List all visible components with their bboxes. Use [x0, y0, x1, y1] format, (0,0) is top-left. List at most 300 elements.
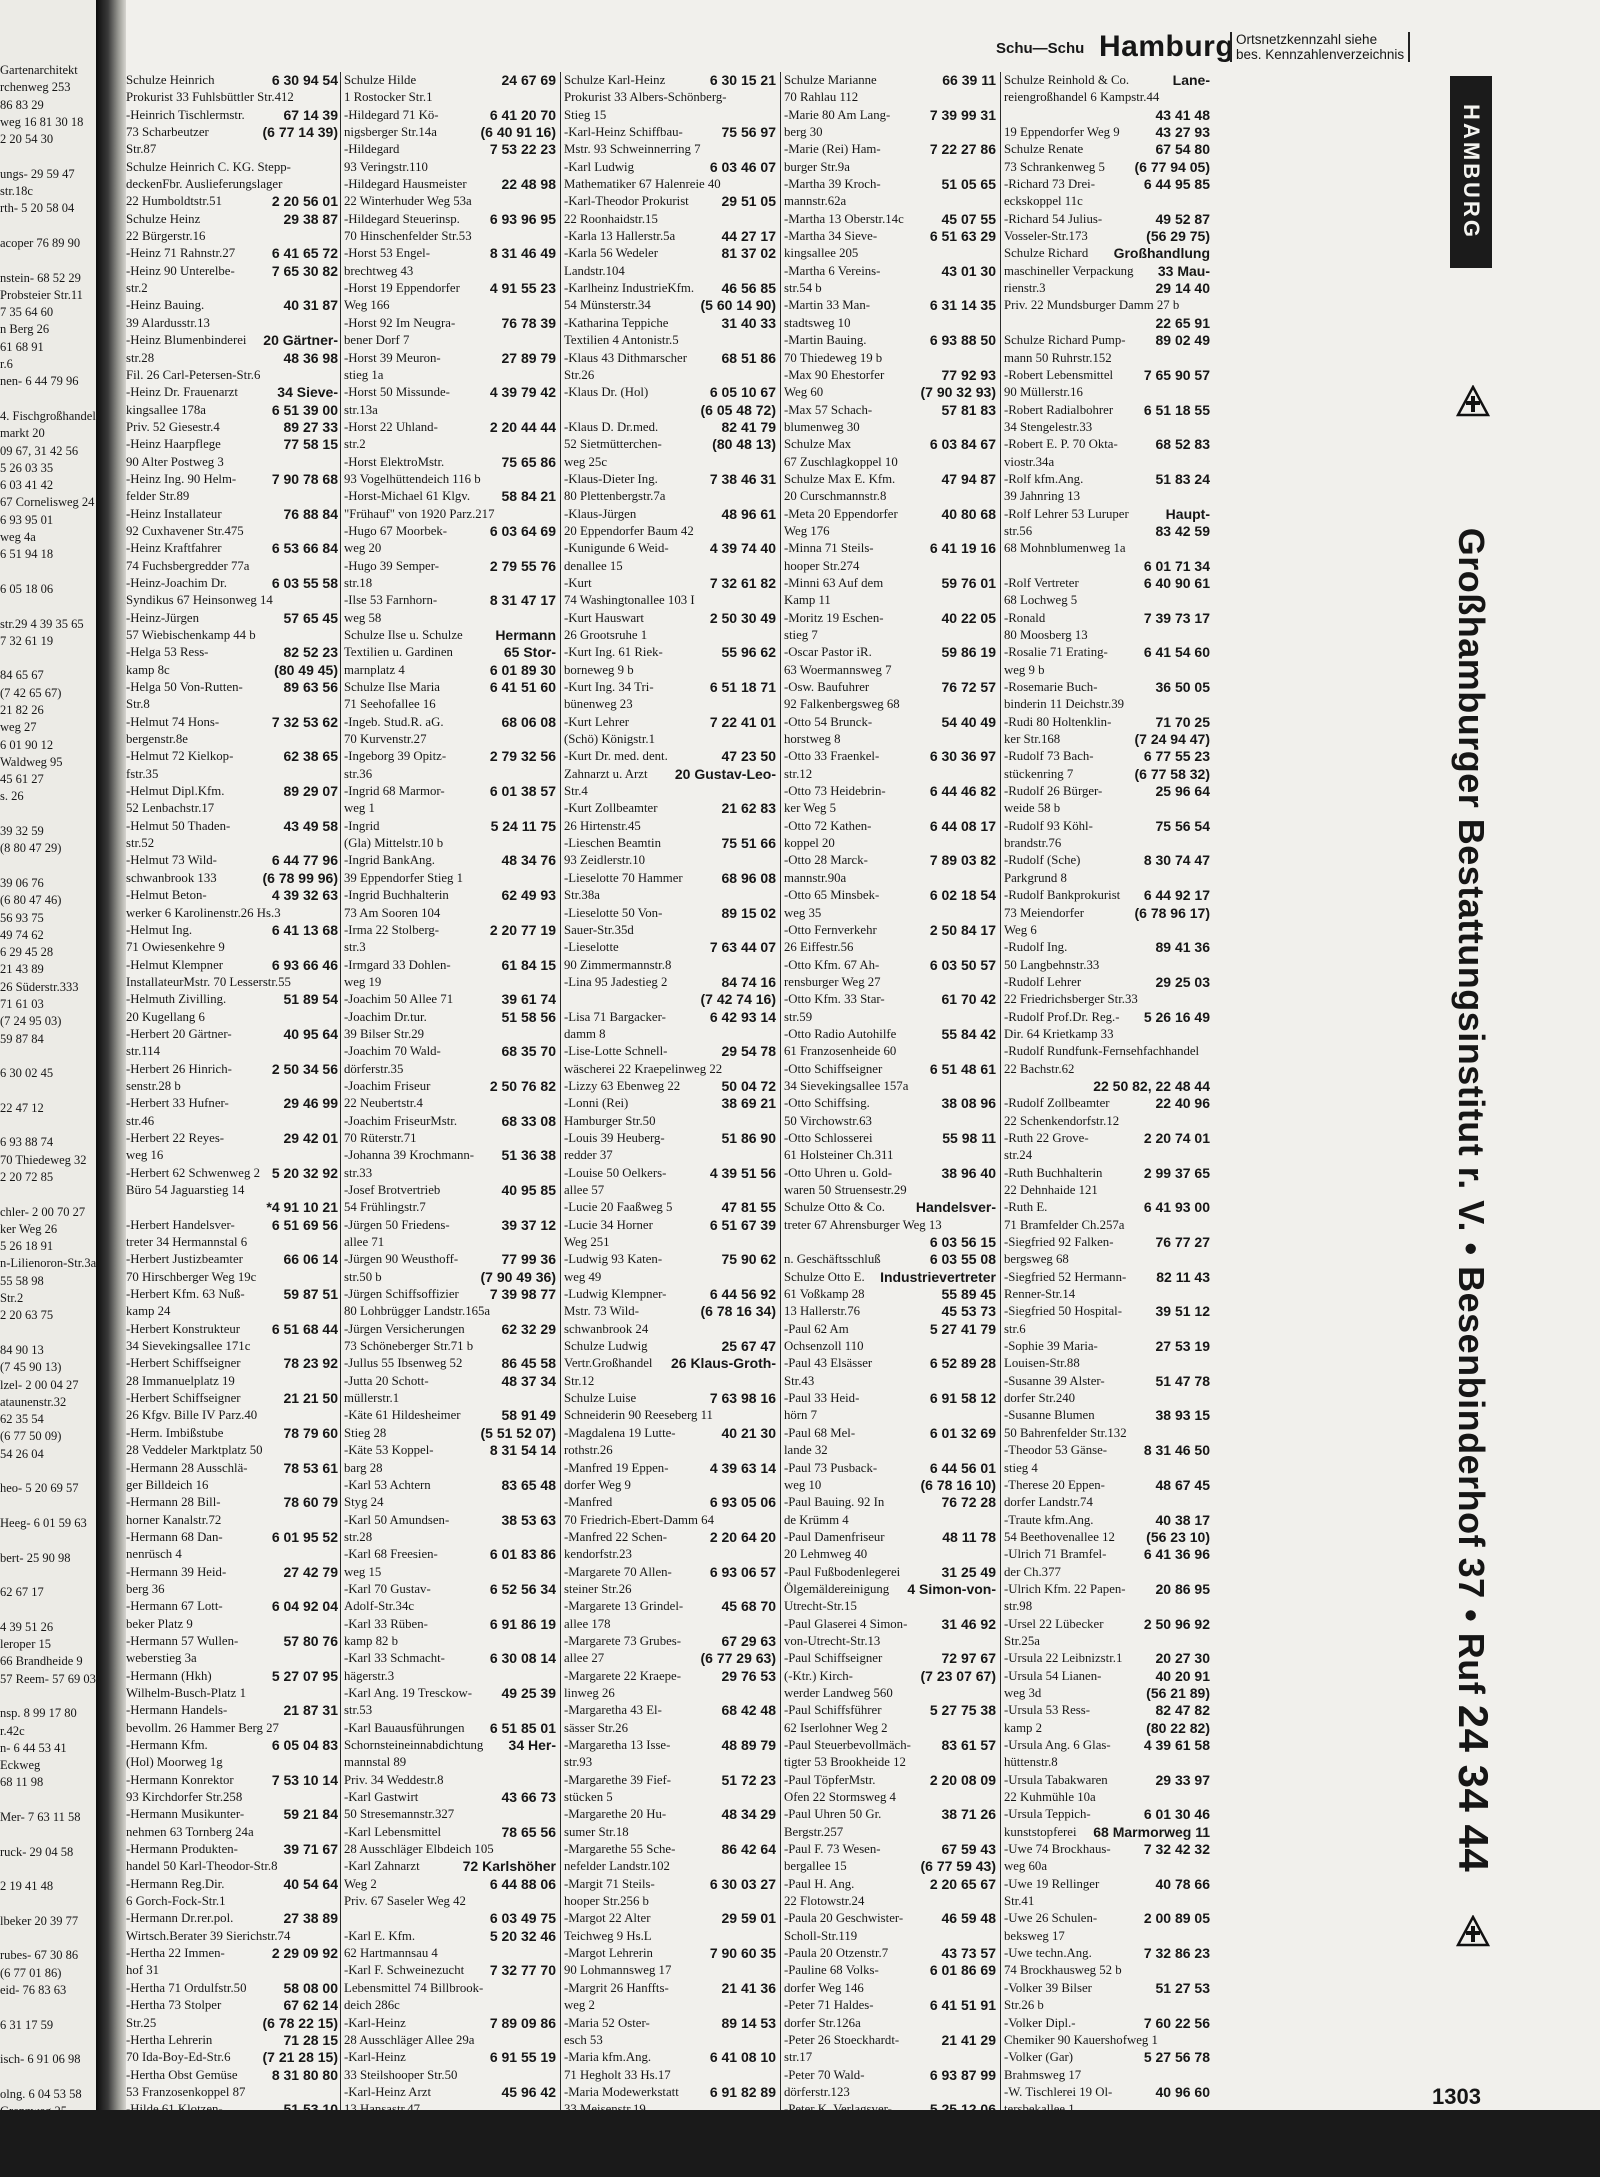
listing-line [784, 1373, 996, 1390]
listing-text: Str.26 [564, 367, 595, 382]
left-page-line: 6 31 17 59 [0, 2017, 54, 2032]
listing-line [126, 1026, 338, 1043]
listing-line [564, 1217, 776, 1234]
listing-line [784, 384, 996, 401]
listing-text: 26 Eiffestr.56 [784, 940, 854, 955]
listing-text: -Minna 71 Steils- [784, 541, 874, 556]
listing-phone: Haupt- [1165, 505, 1210, 522]
listing-phone [552, 471, 556, 488]
listing-text: -Otto 54 Brunck- [784, 714, 873, 729]
listing-phone [992, 905, 996, 922]
listing-text: schwanbrook 24 [564, 1321, 649, 1336]
listing-phone: 55 98 11 [942, 1129, 996, 1146]
listing-phone [992, 315, 996, 332]
listing-phone [552, 436, 556, 453]
listing-text: str.33 [344, 1165, 373, 1180]
listing-text: -Hermann Produkten- [126, 1842, 238, 1857]
listing-line [784, 332, 996, 349]
listing-line [126, 1789, 338, 1806]
listing-phone: 89 02 49 [1155, 332, 1210, 349]
listing-text: -Klaus-Jürgen [564, 506, 637, 521]
listing-phone [992, 1685, 996, 1702]
listing-phone [772, 852, 776, 869]
listing-text: Stieg 28 [344, 1425, 387, 1440]
directory-page [126, 0, 1600, 2177]
listing-phone: 6 03 56 15 [929, 1234, 996, 1251]
listing-line [564, 1928, 776, 1945]
listing-line [784, 193, 996, 210]
listing-phone: (7 42 74 16) [700, 991, 776, 1008]
column-divider [780, 72, 781, 2112]
listing-line [344, 280, 556, 297]
left-page-line: nsp. 8 99 17 80 [0, 1706, 77, 1721]
listing-line [564, 1650, 776, 1667]
listing-line [564, 835, 776, 852]
listing-line [344, 1720, 556, 1737]
listing-phone: 89 63 56 [283, 679, 338, 696]
listing-line [564, 1234, 776, 1251]
listing-line [564, 1494, 776, 1511]
listing-text: -Marie (Rei) Ham- [784, 142, 881, 157]
listing-phone [552, 263, 556, 280]
left-page-line: 70 Thiedeweg 32 [0, 1152, 87, 1167]
listing-line [1004, 523, 1210, 540]
listing-line [784, 2084, 996, 2101]
listing-text: beksweg 17 [1004, 1928, 1065, 1943]
listing-text: stücken 5 [564, 1790, 613, 1805]
listing-text: -Karl Bauausführungen [344, 1720, 465, 1735]
listing-phone [552, 1598, 556, 1615]
listing-text: weg 49 [564, 1269, 602, 1284]
listing-line [126, 1737, 338, 1754]
listing-phone: 7 22 41 01 [709, 713, 776, 730]
listing-text: hof 31 [126, 1963, 160, 1978]
listing-text: -Hildegard 71 Kö- [344, 107, 439, 122]
listing-text: -Heinz 90 Unterelbe- [126, 263, 235, 278]
listing-phone [334, 1928, 338, 1945]
listing-text: -Helga 50 Von-Rutten- [126, 680, 243, 695]
listing-text: -Margarethe 20 Hu- [564, 1807, 667, 1822]
listing-line [1004, 384, 1210, 401]
listing-phone [1206, 454, 1210, 471]
listing-text: redder 37 [564, 1148, 613, 1163]
listing-phone: 40 96 60 [1155, 2083, 1210, 2100]
listing-text: stieg 7 [784, 628, 818, 642]
listing-text: -Hermann 68 Dan- [126, 1529, 223, 1544]
listing-phone [1206, 1286, 1210, 1303]
listing-phone [772, 1962, 776, 1979]
listing-phone [1206, 696, 1210, 713]
listing-line [344, 193, 556, 210]
listing-text: dorfer Weg 146 [784, 1980, 864, 1995]
listing-text [1004, 558, 1140, 575]
listing-text: -Ursula Teppich- [1004, 1807, 1091, 1822]
listing-line [344, 1286, 556, 1303]
listing-text: -Minni 63 Auf dem [784, 575, 884, 590]
listing-line [784, 1772, 996, 1789]
listing-text: bener Dorf 7 [344, 333, 410, 348]
listing-text: -Paul Fußbodenlegerei [784, 1564, 901, 1579]
listing-phone: 21 87 31 [283, 1702, 338, 1719]
listing-text: denallee 15 [564, 558, 623, 573]
listing-text: -Margaretha 43 El- [564, 1703, 662, 1718]
listing-line [564, 957, 776, 974]
listing-phone: 6 31 14 35 [929, 297, 996, 314]
listing-phone [992, 1598, 996, 1615]
listing-phone [334, 176, 338, 193]
listing-line [1004, 1286, 1210, 1303]
listing-text: -Peter 70 Wald- [784, 2067, 865, 2082]
listing-phone: 20 27 30 [1155, 1650, 1210, 1667]
listing-phone [334, 1234, 338, 1251]
left-page-line [0, 564, 96, 581]
listing-line [564, 1910, 776, 1927]
listing-phone [992, 1512, 996, 1529]
listing-phone: 7 65 30 82 [271, 262, 338, 279]
listing-text: Schulze Hilde [344, 73, 417, 87]
listing-phone: 51 47 78 [1155, 1372, 1210, 1389]
listing-text: sumer Str.18 [564, 1824, 629, 1839]
listing-text: -Karl E. Kfm. [344, 1928, 416, 1943]
listing-text: -Margarete 73 Grubes- [564, 1633, 682, 1648]
listing-text: Schulze Renate [1004, 142, 1084, 157]
listing-line [126, 939, 338, 956]
listing-text: 73 Am Sooren 104 [344, 905, 441, 920]
left-page-line: 86 83 29 [0, 97, 44, 112]
listing-phone: 6 01 86 69 [929, 1962, 996, 1979]
listing-text: 70 Thiedeweg 19 b [784, 350, 883, 365]
listing-line [1004, 957, 1210, 974]
listing-text: -Irma 22 Stolberg- [344, 922, 440, 937]
left-page-line: 57 Reem- 57 69 03 [0, 1671, 96, 1686]
listing-line [564, 1095, 776, 1112]
listing-text: bergallee 15 [784, 1859, 847, 1874]
left-page-line: Eckweg [0, 1758, 41, 1773]
listing-text: allee 71 [344, 1235, 385, 1250]
listing-line [126, 176, 338, 193]
listing-phone: 40 31 87 [283, 297, 338, 314]
listing-phone: 4 39 79 42 [489, 384, 556, 401]
listing-phone: 39 51 12 [1155, 1303, 1210, 1320]
listing-line [126, 1165, 338, 1182]
listing-text: -Karla 56 Wedeler [564, 246, 658, 261]
listing-phone: 40 38 17 [1155, 1511, 1210, 1528]
listing-line [126, 523, 338, 540]
listing-line [784, 506, 996, 523]
listing-phone [552, 610, 556, 627]
listing-phone: 76 88 84 [283, 505, 338, 522]
listing-line [1004, 1893, 1210, 1910]
listing-phone [1206, 1754, 1210, 1771]
listing-text: 70 Ida-Boy-Ed-Str.6 [126, 2050, 231, 2065]
listing-line [564, 679, 776, 696]
listing-phone: 43 01 30 [941, 262, 996, 279]
listing-phone: 40 20 91 [1155, 1667, 1210, 1684]
listing-line [344, 245, 556, 262]
listing-line [126, 1720, 338, 1737]
listing-phone [334, 558, 338, 575]
listing-text: Landstr.104 [564, 263, 625, 278]
listing-line [126, 2049, 338, 2066]
listing-text: 70 Rüterstr.71 [344, 1130, 417, 1145]
listing-text: Textilien 4 Antonistr.5 [564, 333, 679, 348]
listing-line [126, 905, 338, 922]
listing-phone: 6 03 55 08 [929, 1251, 996, 1268]
listing-line [344, 263, 556, 280]
listing-phone: 78 53 61 [283, 1459, 338, 1476]
listing-line [126, 89, 338, 106]
left-page-line: 21 43 89 [0, 962, 44, 977]
listing-text [1004, 1078, 1089, 1095]
listing-line [1004, 592, 1210, 609]
listing-text: 54 Münsterstr.34 [564, 298, 651, 313]
listing-line [784, 1407, 996, 1424]
listing-line [564, 280, 776, 297]
listing-phone: 5 26 16 49 [1143, 1008, 1210, 1025]
listing-phone: 7 32 53 62 [271, 713, 338, 730]
listing-line [126, 141, 338, 158]
listing-phone: (7 90 32 93) [920, 384, 996, 401]
listing-line [344, 1043, 556, 1060]
left-page-line: rubes- 67 30 86 [0, 1948, 79, 1963]
listing-phone [552, 835, 556, 852]
listing-line [564, 540, 776, 557]
listing-phone: 48 67 45 [1155, 1476, 1210, 1493]
listing-phone [772, 367, 776, 384]
listing-phone [1206, 991, 1210, 1008]
listing-text: Wilhelm-Busch-Platz 1 [126, 1685, 246, 1700]
listing-phone: (80 49 45) [274, 661, 338, 678]
listing-phone [1206, 1928, 1210, 1945]
listing-phone [552, 905, 556, 922]
listing-text: Schulze Karl-Heinz [564, 73, 666, 87]
listing-text: -Ulrich 71 Bramfel- [1004, 1547, 1107, 1562]
listing-line [1004, 1061, 1210, 1078]
listing-text: handel 50 Karl-Theodor-Str.8 [126, 1859, 278, 1874]
listing-text: -Helga 53 Ress- [126, 645, 209, 660]
column-divider [560, 72, 561, 2112]
listing-text: -Peter 26 Stoeckhardt- [784, 2032, 900, 2047]
listing-line [344, 1546, 556, 1563]
listing-column-2 [344, 72, 556, 2153]
listing-phone: 82 11 43 [1156, 1268, 1210, 1285]
listing-phone [334, 1789, 338, 1806]
listing-line [126, 644, 338, 661]
listing-phone [992, 1893, 996, 1910]
listing-text: 71 Owiesenkehre 9 [126, 940, 225, 955]
left-page-line [0, 858, 96, 875]
listing-line [564, 1061, 776, 1078]
listing-phone: 76 77 27 [1155, 1234, 1210, 1251]
listing-phone [992, 1754, 996, 1771]
listing-text: -Karl Ang. 19 Tresckow- [344, 1685, 472, 1700]
listing-line [126, 1460, 338, 1477]
listing-line [344, 662, 556, 679]
listing-phone: 39 37 12 [501, 1216, 556, 1233]
listing-text: -Meta 20 Eppendorfer [784, 506, 898, 521]
listing-phone: 78 65 56 [501, 1823, 556, 1840]
listing-line [564, 107, 776, 124]
listing-text: bünenweg 23 [564, 697, 633, 712]
listing-text: weg 20 [344, 541, 382, 556]
listing-text: 68 Mohnblumenweg 1a [1004, 541, 1126, 556]
listing-text: -Ursula Ang. 6 Glas- [1004, 1738, 1111, 1752]
listing-phone: 89 27 33 [283, 418, 338, 435]
listing-line [784, 558, 996, 575]
left-page-line [0, 2068, 96, 2085]
listing-phone: 8 31 54 14 [489, 1442, 556, 1459]
listing-text: stückenring 7 [1004, 766, 1074, 781]
listing-text: ger Billdeich 16 [126, 1477, 209, 1492]
listing-phone: 6 30 94 54 [271, 72, 338, 88]
listing-phone [552, 1772, 556, 1789]
listing-phone [552, 228, 556, 245]
listing-line [564, 1113, 776, 1130]
listing-line [344, 1616, 556, 1633]
listing-text: -Hertha 22 Immen- [126, 1946, 225, 1961]
listing-text: hörn 7 [784, 1408, 818, 1423]
listing-text: 54 Beethovenallee 12 [1004, 1529, 1115, 1544]
left-page-line: 6 03 41 42 [0, 478, 54, 493]
listing-text: -Jürgen Schiffsoffizier [344, 1287, 459, 1302]
listing-line [784, 922, 996, 939]
listing-text: Textilien u. Gardinen [344, 645, 453, 660]
listing-line [564, 1980, 776, 1997]
listing-line [344, 1078, 556, 1095]
listing-text: 93 Kirchdorfer Str.258 [126, 1790, 243, 1805]
listing-phone: 48 34 76 [501, 852, 556, 869]
listing-text: nigsberger Str.14a [344, 125, 437, 140]
listing-text: -Joachim Friseur [344, 1078, 431, 1093]
listing-line [784, 488, 996, 505]
listing-phone: 7 53 10 14 [271, 1771, 338, 1788]
listing-line [564, 1373, 776, 1390]
listing-phone [334, 731, 338, 748]
listing-phone [552, 1893, 556, 1910]
listing-text: -Otto 33 Fraenkel- [784, 749, 880, 764]
listing-line [1004, 835, 1210, 852]
listing-line [1004, 454, 1210, 471]
listing-text: -Uwe 26 Schulen- [1004, 1911, 1098, 1926]
left-page-line: 2 20 63 75 [0, 1308, 54, 1323]
listing-phone [1206, 1598, 1210, 1615]
listing-line [784, 1858, 996, 1875]
listing-text: -Hugo 39 Semper- [344, 558, 439, 573]
listing-text: Mstr. 93 Schweinnerring 7 [564, 142, 701, 157]
listing-line [1004, 1737, 1210, 1754]
listing-text: -Margarethe 55 Sche- [564, 1842, 676, 1857]
listing-line [564, 1737, 776, 1754]
listing-text: -Otto 73 Heidebrin- [784, 784, 886, 799]
listing-text: -Lucie 34 Horner [564, 1217, 653, 1232]
listing-line [784, 297, 996, 314]
listing-phone: 2 20 65 67 [929, 1875, 996, 1892]
listing-line [344, 1061, 556, 1078]
listing-line [564, 783, 776, 800]
listing-text: horner Kanalstr.72 [126, 1512, 222, 1527]
listing-text: deich 286c [344, 1998, 400, 2013]
listing-line [564, 592, 776, 609]
listing-phone: 6 91 58 12 [929, 1390, 996, 1407]
listing-phone [552, 1026, 556, 1043]
listing-line [126, 1512, 338, 1529]
listing-phone [334, 1720, 338, 1737]
listing-phone: 51 36 38 [501, 1147, 556, 1164]
listing-line [1004, 1754, 1210, 1771]
listing-line [1004, 766, 1210, 783]
listing-line [784, 1962, 996, 1979]
listing-phone [1206, 1997, 1210, 2014]
listing-text: -Margot 22 Alter [564, 1911, 651, 1926]
listing-line [126, 211, 338, 228]
listing-line [344, 1650, 556, 1667]
left-page-line: rchenweg 253 [0, 80, 71, 95]
listing-text: -Rolf kfm.Ang. [1004, 471, 1084, 486]
listing-line [784, 887, 996, 904]
listing-line [344, 1910, 556, 1927]
listing-phone [772, 922, 776, 939]
listing-phone: 48 36 98 [283, 349, 338, 366]
listing-phone: 4 39 32 63 [271, 887, 338, 904]
listing-line [564, 714, 776, 731]
listing-line [564, 1581, 776, 1598]
left-page-line [0, 1688, 96, 1705]
listing-phone [1206, 540, 1210, 557]
listing-phone: 29 76 53 [721, 1667, 776, 1684]
listing-phone [334, 280, 338, 297]
listing-line [344, 1165, 556, 1182]
listing-phone [992, 731, 996, 748]
listing-phone [334, 89, 338, 106]
listing-phone: 75 56 54 [1155, 817, 1210, 834]
listing-phone [1206, 870, 1210, 887]
listing-phone [334, 1113, 338, 1130]
listing-line [126, 1633, 338, 1650]
listing-text: 22 Kuhmühle 10a [1004, 1790, 1096, 1805]
listing-phone [334, 1269, 338, 1286]
listing-line [344, 332, 556, 349]
listing-text: -Paul Uhren 50 Gr. [784, 1807, 882, 1822]
listing-text: -Otto Kfm. 33 Star- [784, 992, 885, 1007]
listing-phone: 6 41 93 00 [1143, 1199, 1210, 1216]
listing-phone: 21 41 29 [941, 2031, 996, 2048]
listing-text: 61 Voßkamp 28 [784, 1287, 865, 1302]
listing-phone: 51 86 90 [721, 1129, 776, 1146]
listing-line [344, 800, 556, 817]
listing-phone [552, 1841, 556, 1858]
listing-phone: 77 92 93 [941, 366, 996, 383]
listing-text: str.98 [1004, 1599, 1033, 1614]
left-page-line: str.18c [0, 184, 33, 199]
listing-line [344, 315, 556, 332]
listing-text: dorfer Weg 9 [564, 1477, 631, 1492]
listing-phone: 83 65 48 [501, 1476, 556, 1493]
listing-line [1004, 1581, 1210, 1598]
left-page-line: heo- 5 20 69 57 [0, 1481, 79, 1496]
listing-line [784, 1581, 996, 1598]
listing-text: Str.8 [126, 697, 150, 712]
listing-line [564, 402, 776, 419]
listing-line [126, 852, 338, 869]
left-page-line: 6 93 95 01 [0, 512, 54, 527]
listing-text: Str.4 [564, 784, 588, 799]
listing-column-4 [784, 72, 996, 2171]
listing-text: -Johanna 39 Krochmann- [344, 1148, 475, 1163]
listing-phone: 82 41 79 [721, 418, 776, 435]
listing-phone [552, 731, 556, 748]
left-page-line: nen- 6 44 79 96 [0, 374, 79, 389]
listing-phone: 45 96 42 [501, 2083, 556, 2100]
